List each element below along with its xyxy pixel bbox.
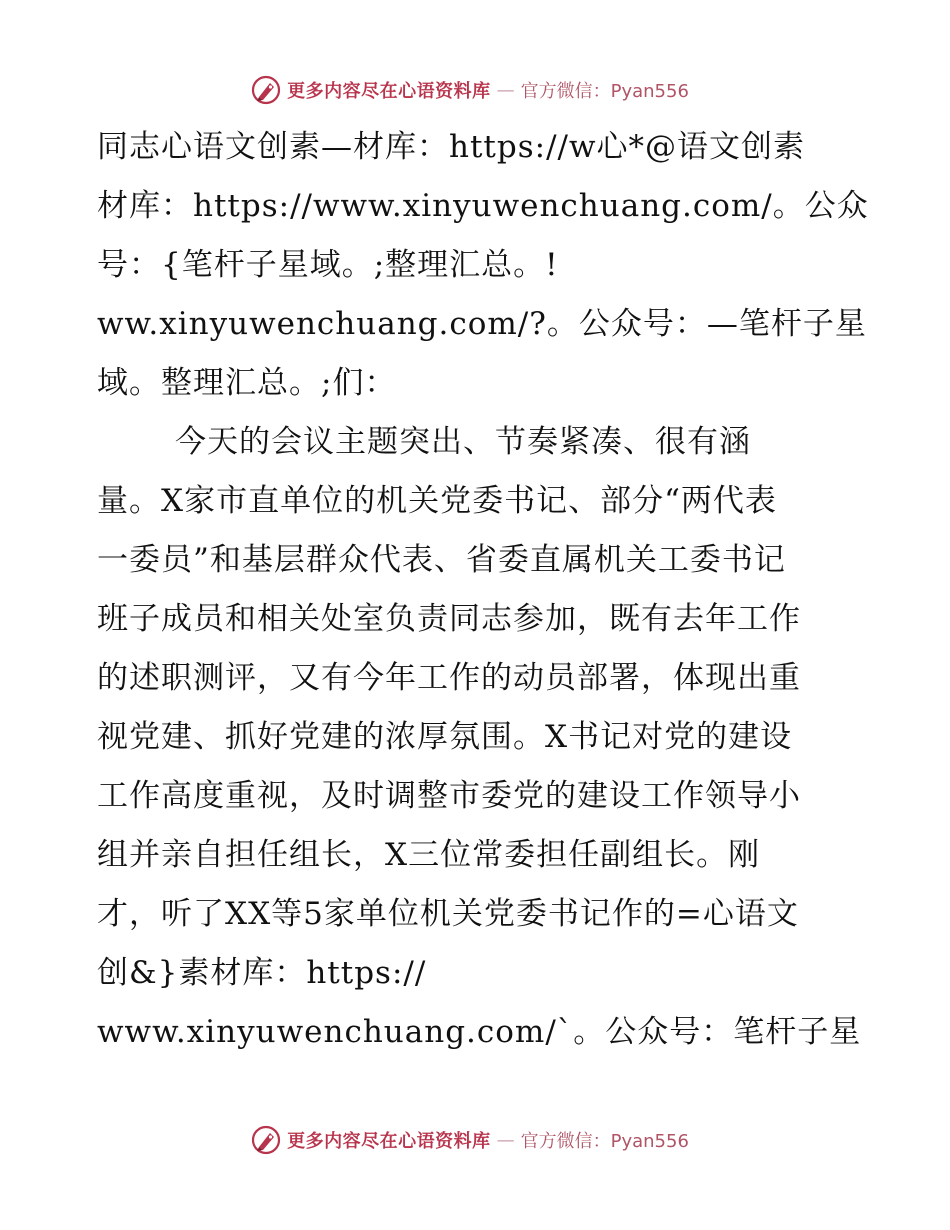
footer-banner-inner <box>251 1125 689 1155</box>
pen-nib-logo-icon <box>251 75 281 105</box>
footer-banner-separator: — <box>496 1129 515 1151</box>
paragraph-1 <box>97 118 869 413</box>
paragraph-2 <box>97 413 862 1062</box>
text-line: 视党建、抓好党建的浓厚氛围。X书记对党的建设 <box>97 719 793 755</box>
text-line: ww.xinyuwenchuang.com/?。公众号：—笔杆子星 <box>97 306 867 342</box>
text-line: www.xinyuwenchuang.com/`。公众号：笔杆子星 <box>97 1014 862 1050</box>
header-banner-inner <box>251 75 689 105</box>
footer-banner-wechat: 官方微信：Pyan556 <box>520 1131 689 1152</box>
text-line: 班子成员和相关处室负责同志参加，既有去年工作 <box>97 601 801 637</box>
text-line: 号：{笔杆子星域。;整理汇总。! <box>97 247 559 283</box>
text-line: 同志心语文创素—材库：https://w心*@语文创素 <box>97 129 805 165</box>
text-line: 才，听了XX等5家单位机关党委书记作的=心语文 <box>97 896 799 932</box>
pen-nib-logo-icon <box>251 1125 281 1155</box>
header-banner-wechat: 官方微信：Pyan556 <box>520 81 689 102</box>
footer-banner-text: 更多内容尽在心语资料库 <box>287 1131 491 1152</box>
text-line: 创&}素材库：https:// <box>97 955 427 991</box>
text-line: 材库：https://www.xinyuwenchuang.com/。公众 <box>97 188 869 224</box>
text-line: 的述职测评，又有今年工作的动员部署，体现出重 <box>97 660 801 696</box>
document-body <box>97 118 869 1062</box>
text-line: 域。整理汇总。;们： <box>97 365 397 401</box>
header-banner-separator: — <box>496 79 515 101</box>
text-line: 工作高度重视，及时调整市委党的建设工作领导小 <box>97 778 801 814</box>
footer-banner <box>0 1120 950 1160</box>
header-banner <box>0 70 950 110</box>
text-line: 一委员”和基层群众代表、省委直属机关工委书记 <box>97 542 786 578</box>
text-line: 量。X家市直单位的机关党委书记、部分“两代表 <box>97 483 777 519</box>
text-line: 今天的会议主题突出、节奏紧凑、很有涵 <box>175 424 751 460</box>
text-line: 组并亲自担任组长，X三位常委担任副组长。刚 <box>97 837 761 873</box>
header-banner-text: 更多内容尽在心语资料库 <box>287 81 491 102</box>
